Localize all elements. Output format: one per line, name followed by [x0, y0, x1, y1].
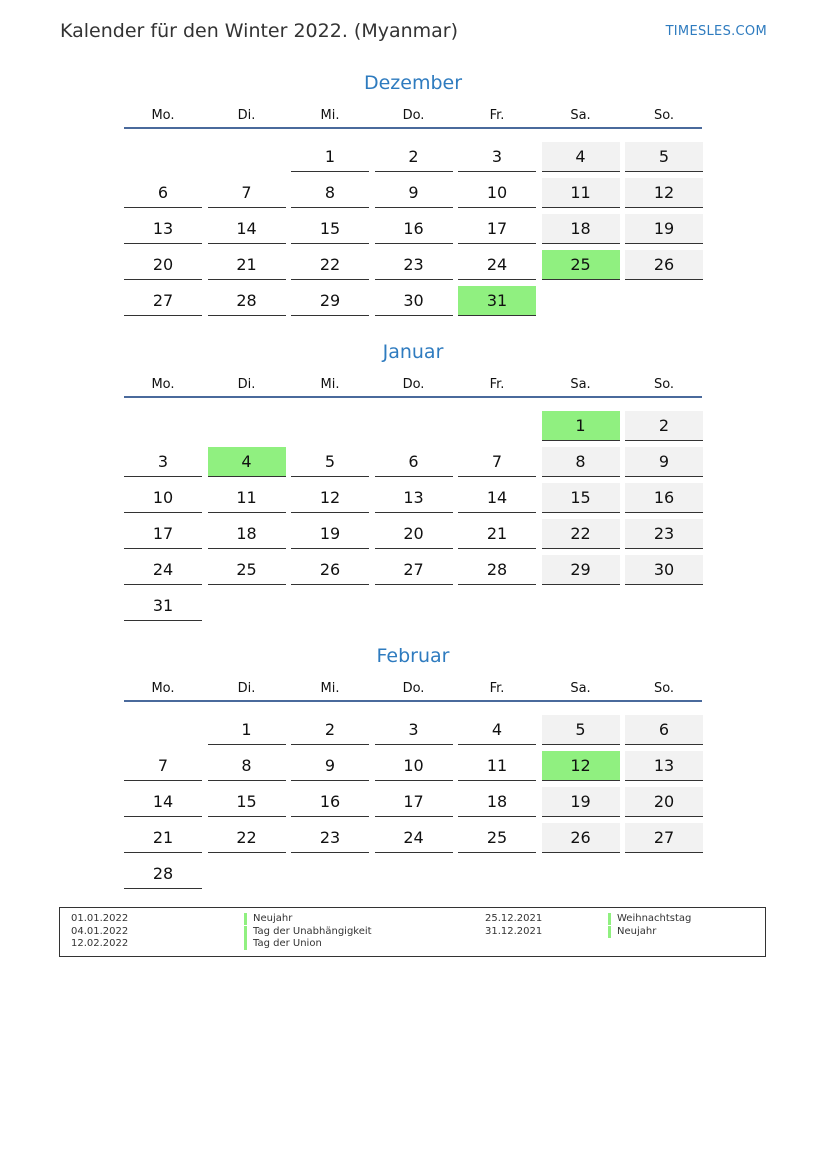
day-cell[interactable]: 23 [625, 519, 703, 549]
weekday-label: Fr. [489, 681, 505, 696]
day-cell[interactable]: 28 [208, 286, 286, 316]
header-rule [124, 127, 702, 129]
day-cell[interactable]: 6 [625, 715, 703, 745]
page-title: Kalender für den Winter 2022. (Myanmar) [60, 20, 459, 42]
day-cell[interactable]: 6 [124, 178, 202, 208]
holiday-day-cell[interactable]: 12 [542, 751, 620, 781]
day-cell[interactable]: 26 [542, 823, 620, 853]
day-cell[interactable]: 7 [208, 178, 286, 208]
day-cell[interactable]: 20 [124, 250, 202, 280]
day-cell[interactable]: 21 [208, 250, 286, 280]
weekday-label: Fr. [489, 377, 505, 392]
day-cell[interactable]: 27 [625, 823, 703, 853]
day-cell[interactable]: 18 [458, 787, 536, 817]
day-cell[interactable]: 22 [542, 519, 620, 549]
weekday-label: So. [653, 681, 675, 696]
day-cell[interactable]: 6 [375, 447, 453, 477]
day-cell[interactable]: 24 [375, 823, 453, 853]
weekday-label: Do. [402, 377, 425, 392]
day-cell[interactable]: 26 [291, 555, 369, 585]
day-cell[interactable]: 15 [542, 483, 620, 513]
weekday-label: Di. [237, 108, 256, 123]
day-cell[interactable]: 22 [291, 250, 369, 280]
weekday-label: Sa. [570, 377, 591, 392]
day-cell[interactable]: 16 [375, 214, 453, 244]
day-cell[interactable]: 20 [375, 519, 453, 549]
day-cell[interactable]: 27 [124, 286, 202, 316]
day-cell[interactable]: 2 [375, 142, 453, 172]
day-cell[interactable]: 17 [124, 519, 202, 549]
day-cell[interactable]: 8 [291, 178, 369, 208]
day-cell[interactable]: 15 [291, 214, 369, 244]
day-cell[interactable]: 24 [458, 250, 536, 280]
day-cell[interactable]: 7 [124, 751, 202, 781]
holiday-day-cell[interactable]: 1 [542, 411, 620, 441]
day-cell[interactable]: 1 [291, 142, 369, 172]
day-cell[interactable]: 27 [375, 555, 453, 585]
day-cell[interactable]: 5 [625, 142, 703, 172]
day-cell[interactable]: 7 [458, 447, 536, 477]
month-title: Februar [376, 645, 450, 667]
legend-date: 31.12.2021 [485, 925, 543, 937]
day-cell[interactable]: 21 [458, 519, 536, 549]
day-cell[interactable]: 3 [458, 142, 536, 172]
day-cell[interactable]: 31 [124, 591, 202, 621]
day-cell[interactable]: 17 [375, 787, 453, 817]
day-cell[interactable]: 25 [208, 555, 286, 585]
weekday-label: Mi. [320, 681, 340, 696]
day-cell[interactable]: 3 [375, 715, 453, 745]
month-title: Dezember [363, 72, 463, 94]
legend-holiday-name: Tag der Union [244, 938, 322, 950]
day-cell[interactable]: 9 [375, 178, 453, 208]
day-cell[interactable]: 30 [375, 286, 453, 316]
legend-holiday-name: Neujahr [244, 913, 292, 925]
day-cell[interactable]: 18 [208, 519, 286, 549]
day-cell[interactable]: 8 [542, 447, 620, 477]
day-cell[interactable]: 3 [124, 447, 202, 477]
legend-date: 01.01.2022 [71, 913, 129, 924]
holiday-legend [59, 907, 766, 957]
day-cell[interactable]: 22 [208, 823, 286, 853]
day-cell[interactable]: 14 [124, 787, 202, 817]
day-cell[interactable]: 26 [625, 250, 703, 280]
site-link[interactable]: TIMESLES.COM [665, 24, 767, 39]
day-cell[interactable]: 10 [458, 178, 536, 208]
day-cell[interactable]: 28 [458, 555, 536, 585]
legend-date: 12.02.2022 [71, 938, 129, 949]
day-cell[interactable]: 18 [542, 214, 620, 244]
day-cell[interactable]: 9 [625, 447, 703, 477]
day-cell[interactable]: 4 [542, 142, 620, 172]
day-cell[interactable]: 9 [291, 751, 369, 781]
legend-holiday-name: Tag der Unabhängigkeit [244, 926, 372, 938]
day-cell[interactable]: 13 [625, 751, 703, 781]
day-cell[interactable]: 28 [124, 859, 202, 889]
day-cell[interactable]: 14 [458, 483, 536, 513]
weekday-label: Mo. [151, 377, 175, 392]
day-cell[interactable]: 19 [542, 787, 620, 817]
weekday-header [124, 681, 702, 701]
legend-date: 25.12.2021 [485, 913, 543, 924]
day-cell[interactable]: 23 [375, 250, 453, 280]
weekday-label: Fr. [489, 108, 505, 123]
day-cell[interactable]: 12 [291, 483, 369, 513]
holiday-day-cell[interactable]: 31 [458, 286, 536, 316]
weekday-header [124, 108, 702, 128]
day-cell[interactable]: 19 [625, 214, 703, 244]
day-cell[interactable]: 19 [291, 519, 369, 549]
day-cell[interactable]: 11 [208, 483, 286, 513]
weekday-label: Do. [402, 681, 425, 696]
weekday-label: So. [653, 377, 675, 392]
day-cell[interactable]: 10 [375, 751, 453, 781]
holiday-day-cell[interactable]: 25 [542, 250, 620, 280]
day-cell[interactable]: 11 [458, 751, 536, 781]
day-cell[interactable]: 29 [542, 555, 620, 585]
day-cell[interactable]: 12 [625, 178, 703, 208]
day-cell[interactable]: 29 [291, 286, 369, 316]
day-cell[interactable]: 21 [124, 823, 202, 853]
day-cell[interactable]: 2 [625, 411, 703, 441]
day-cell[interactable]: 23 [291, 823, 369, 853]
weekday-label: Mi. [320, 108, 340, 123]
day-cell[interactable]: 2 [291, 715, 369, 745]
legend-holiday-name: Weihnachtstag [608, 913, 691, 925]
day-cell[interactable]: 13 [375, 483, 453, 513]
day-cell[interactable]: 5 [291, 447, 369, 477]
day-cell[interactable]: 24 [124, 555, 202, 585]
weekday-label: Mi. [320, 377, 340, 392]
day-cell[interactable]: 16 [291, 787, 369, 817]
day-cell[interactable]: 11 [542, 178, 620, 208]
day-cell[interactable]: 15 [208, 787, 286, 817]
weekday-label: Di. [237, 681, 256, 696]
weekday-label: Mo. [151, 108, 175, 123]
weekday-label: Mo. [151, 681, 175, 696]
day-cell[interactable]: 13 [124, 214, 202, 244]
header-rule [124, 396, 702, 398]
weekday-label: Di. [237, 377, 256, 392]
weekday-label: Sa. [570, 108, 591, 123]
day-cell[interactable]: 4 [458, 715, 536, 745]
weekday-label: Do. [402, 108, 425, 123]
weekday-header [124, 377, 702, 397]
weekday-label: So. [653, 108, 675, 123]
day-cell[interactable]: 10 [124, 483, 202, 513]
legend-holiday-name: Neujahr [608, 926, 656, 938]
month-title: Januar [382, 341, 444, 363]
day-cell[interactable]: 20 [625, 787, 703, 817]
day-cell[interactable]: 14 [208, 214, 286, 244]
day-cell[interactable]: 5 [542, 715, 620, 745]
day-cell[interactable]: 30 [625, 555, 703, 585]
weekday-label: Sa. [570, 681, 591, 696]
header-rule [124, 700, 702, 702]
day-cell[interactable]: 16 [625, 483, 703, 513]
day-cell[interactable]: 25 [458, 823, 536, 853]
day-cell[interactable]: 8 [208, 751, 286, 781]
holiday-day-cell[interactable]: 4 [208, 447, 286, 477]
legend-date: 04.01.2022 [71, 925, 129, 937]
day-cell[interactable]: 17 [458, 214, 536, 244]
day-cell[interactable]: 1 [208, 715, 286, 745]
